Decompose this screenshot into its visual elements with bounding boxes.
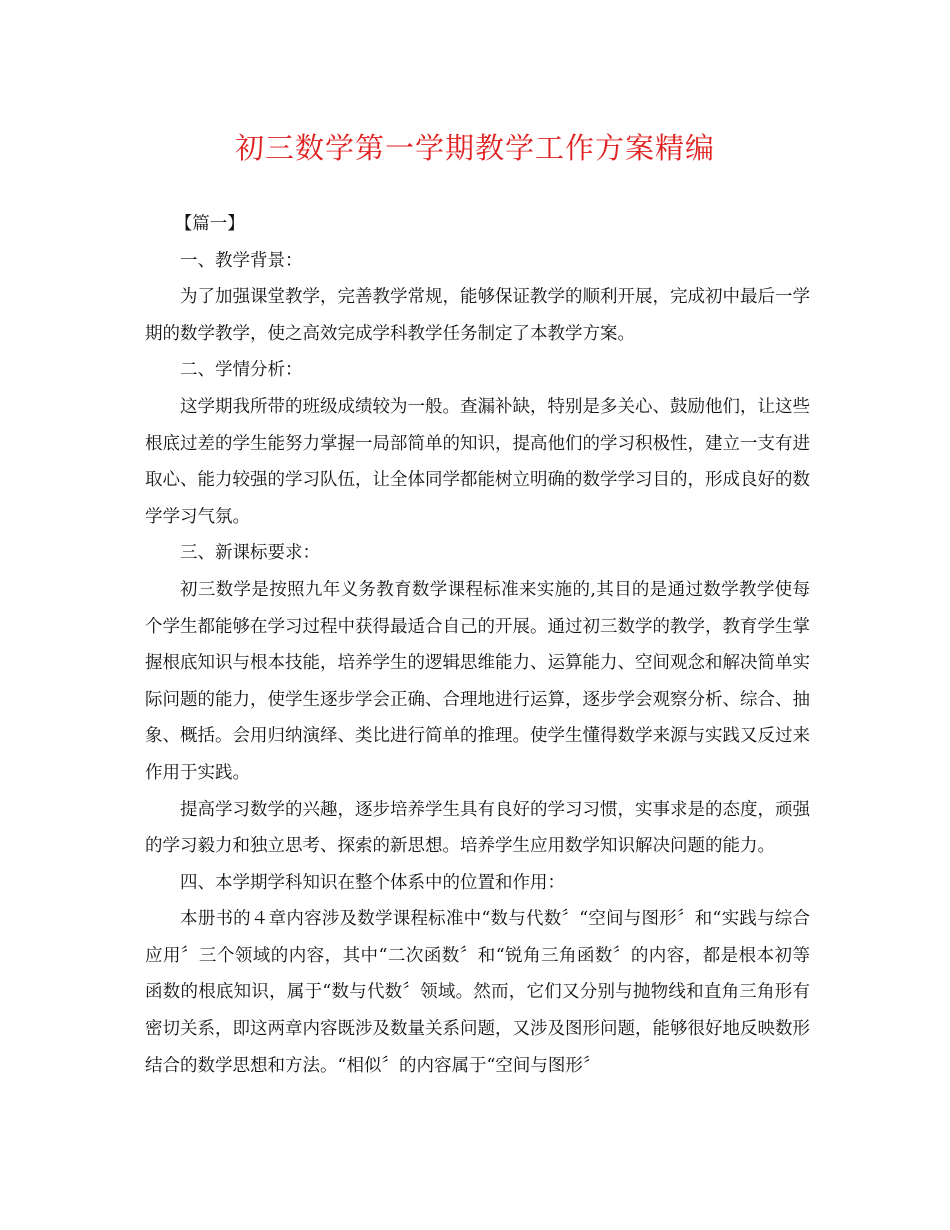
heading-knowledge-position: 四、本学期学科知识在整个体系中的位置和作用：	[180, 872, 565, 893]
paragraph-knowledge-position: 本册书的４章内容涉及数学课程标准中“数与代数〞“空间与图形〞和“实践与综合应用〞三个领域的内容，其中“二次函数〞和“锐角三角函数〞的内容，都是根本初等函数的根底知识，属于“数与代数〞领域。然而，它们又分别与抛物线和直角三角形有密切关系，即这两章内容既涉及数量关系问题，又涉及图形问题，能够很好地反映数形结合的数学思想和方法。“相似〞的内容属于“空间与图形〞	[145, 909, 810, 1076]
section-marker: 【篇一】	[174, 214, 245, 234]
paragraph-curriculum-requirements: 初三数学是按照九年义务教育数学课程标准来实施的,其目的是通过数学教学使每个学生都能够在学习过程中获得最适合自己的开展。通过初三数学的教学，教育学生掌握根底知识与根本技能，培养学生的逻辑思维能力、运算能力、空间观念和解决简单实际问题的能力，使学生逐步学会正确、合理地进行运算，逐步学会观察分析、综合、抽象、概括。会用归纳演绎、类比进行简单的推理。使学生懂得数学来源与实践又反过来作用于实践。	[145, 579, 810, 783]
heading-curriculum-requirements: 三、新课标要求：	[180, 543, 320, 564]
paragraph-background: 为了加强课堂教学，完善教学常规，能够保证教学的顺利开展，完成初中最后一学期的数学教学，使之高效完成学科教学任务制定了本教学方案。	[145, 287, 810, 344]
heading-student-analysis: 二、学情分析：	[180, 360, 303, 381]
paragraph-student-analysis: 这学期我所带的班级成绩较为一般。查漏补缺，特别是多关心、鼓励他们，让这些根底过差的学生能努力掌握一局部简单的知识，提高他们的学习积极性，建立一支有进取心、能力较强的学习队伍，让全体同学都能树立明确的数学学习目的，形成良好的数学学习气氛。	[145, 396, 810, 527]
document-title: 初三数学第一学期教学工作方案精编	[234, 131, 715, 165]
heading-background: 一、教学背景：	[180, 250, 303, 271]
paragraph-learning-interest: 提高学习数学的兴趣，逐步培养学生具有良好的学习习惯，实事求是的态度，顽强的学习毅力和独立思考、探索的新思想。培养学生应用数学知识解决问题的能力。	[145, 799, 810, 857]
document-body	[145, 206, 810, 1084]
